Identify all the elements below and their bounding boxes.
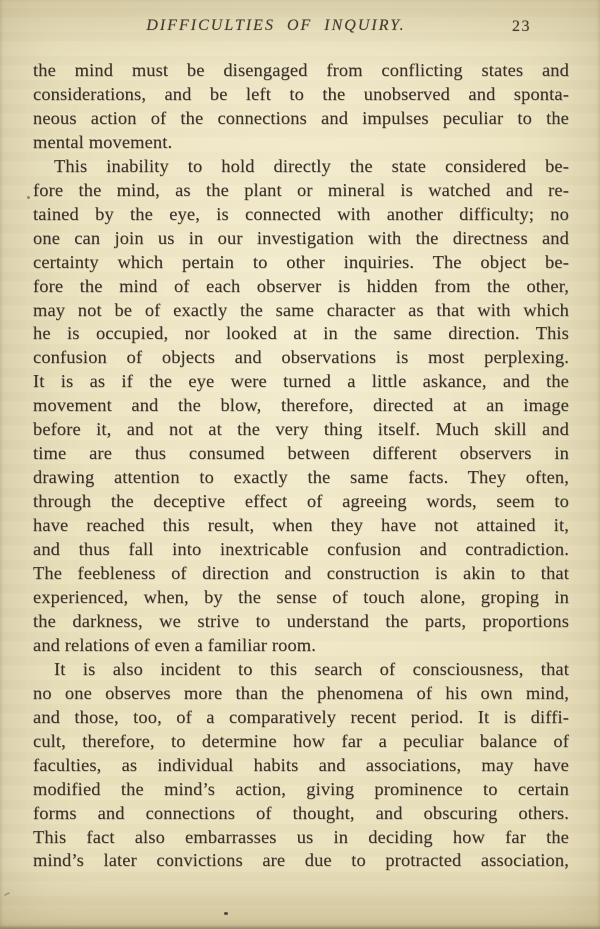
running-title: DIFFICULTIES OF INQUIRY. (146, 17, 406, 34)
text-line: through the deceptive effect of agreeing words, seem to (33, 491, 569, 512)
text-line: It is also incident to this search of consciousness, that (54, 658, 569, 679)
text-line: drawing attention to exactly the same facts. They often, (33, 467, 569, 488)
text-line: tained by the eye, is connected with another difficulty; no (33, 203, 569, 224)
text-line: forms and connections of thought, and obscuring others. (33, 802, 569, 823)
text-line: he is occupied, nor looked at in the same direction. This (33, 323, 569, 344)
text-line: the darkness, we strive to understand the parts, proportions (33, 610, 569, 631)
text-line: time are thus consumed between different observers in (33, 443, 569, 464)
paragraph (33, 155, 569, 658)
text-line: movement and the blow, therefore, directed at an image (33, 395, 569, 416)
text-line: This inability to hold directly the state considered be- (54, 155, 569, 176)
text-line: confusion of objects and observations is most perplexing. (33, 347, 569, 368)
ink-speck (27, 196, 30, 199)
text-line: fore the mind of each observer is hidden from the other, (33, 275, 569, 296)
text-line: This fact also embarrasses us in deciding how far the (33, 826, 569, 847)
text-line: experienced, when, by the sense of touch alone, groping in (33, 586, 569, 607)
text-line: mental movement. (33, 131, 173, 152)
text-line: and thus fall into inextricable confusion and contradiction. (33, 539, 569, 560)
page-body (33, 59, 569, 873)
text-line: the mind must be disengaged from conflicting states and (33, 60, 569, 80)
text-line: certainty which pertain to other inquiries. The object be- (33, 251, 569, 272)
text-line: neous action of the connections and impulses peculiar to the (33, 107, 569, 128)
text-line: may not be of exactly the same character as that with which (33, 299, 569, 320)
text-line: fore the mind, as the plant or mineral is watched and re- (33, 179, 569, 200)
text-line: The feebleness of direction and construction is akin to that (33, 563, 569, 584)
text-line: and relations of even a familiar room. (33, 634, 316, 655)
ink-speck (4, 892, 10, 896)
text-line: mind’s later convictions are due to protracted association, (33, 850, 569, 871)
paragraph (33, 59, 569, 155)
text-line: no one observes more than the phenomena of his own mind, (33, 682, 569, 703)
text-line: considerations, and be left to the unobserved and sponta- (33, 83, 569, 104)
text-line: modified the mind’s action, giving prominence to certain (33, 778, 569, 799)
text-line: faculties, as individual habits and associations, may have (33, 754, 569, 775)
text-line: cult, therefore, to determine how far a peculiar balance of (33, 730, 569, 751)
text-line: before it, and not at the very thing itself. Much skill and (33, 419, 569, 440)
running-header (0, 17, 600, 41)
text-line: and those, too, of a comparatively recent period. It is diffi- (33, 706, 569, 727)
paragraph (33, 658, 569, 874)
page-number: 23 (512, 18, 531, 35)
text-line: have reached this result, when they have not attained it, (33, 515, 569, 536)
ink-speck (224, 912, 228, 915)
text-line: one can join us in our investigation with the directness and (33, 227, 569, 248)
text-line: It is as if the eye were turned a little askance, and the (33, 371, 569, 392)
